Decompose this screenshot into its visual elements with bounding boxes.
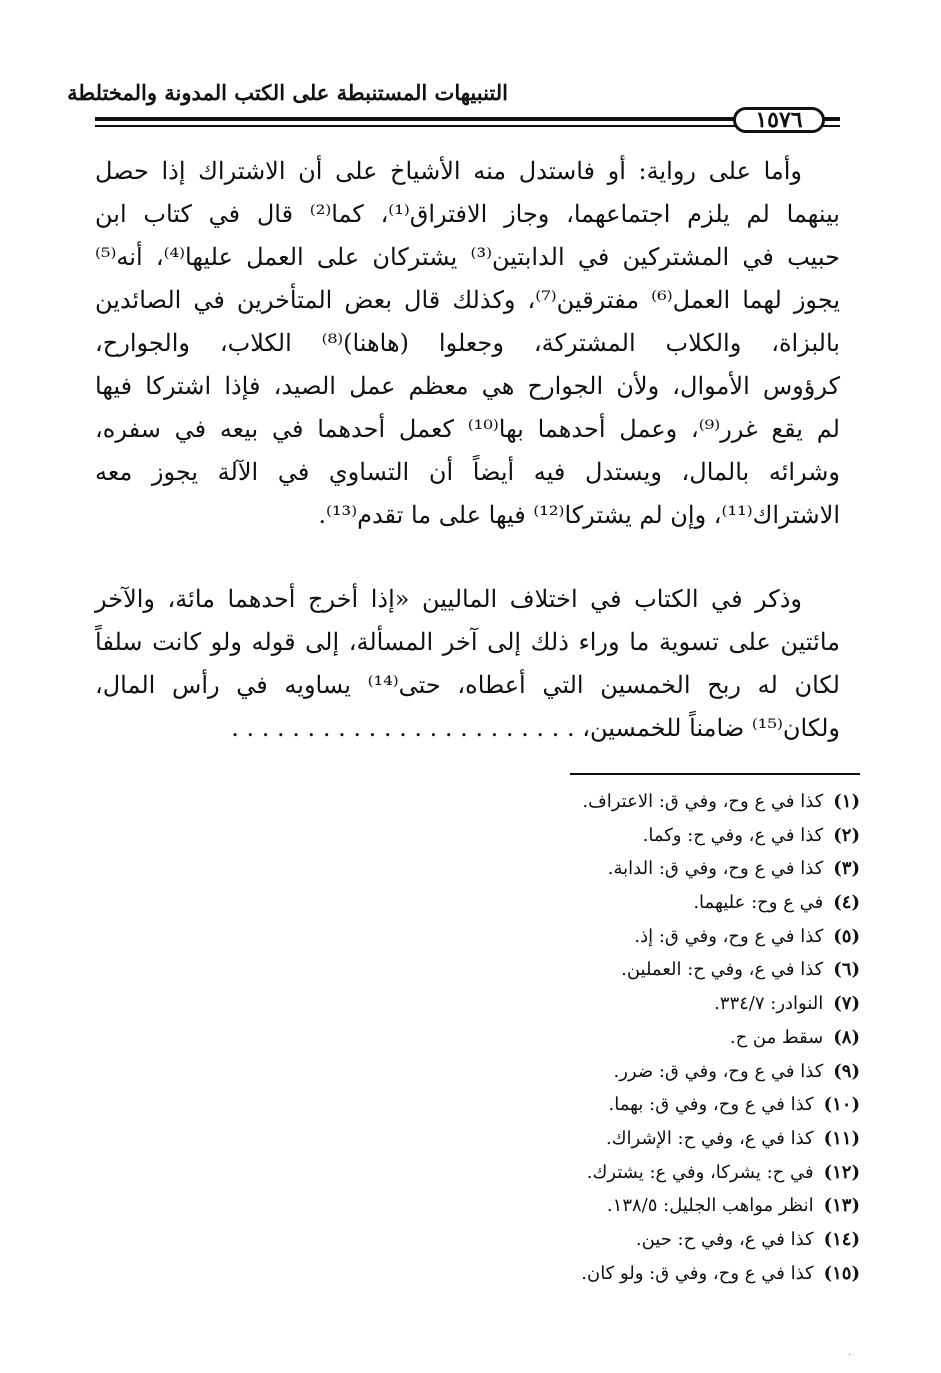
footnote-number: (٦) [833, 959, 860, 981]
footnotes-list [400, 785, 860, 1290]
footnote-text: كذا في ع وح، وفي ق: الدابة. [607, 858, 824, 880]
footnote-item [400, 1156, 860, 1190]
footnote-item [400, 886, 860, 920]
footnote-item [400, 1055, 860, 1089]
footnote-number: (٤) [833, 892, 860, 914]
running-header-title: التنبيهات المستنبطة على الكتب المدونة والمختلطة [67, 80, 508, 105]
footnote-text: كذا في ع وح، وفي ق: إذ. [634, 925, 824, 947]
footnote-number: (٥) [833, 925, 860, 947]
footnote-number: (١١) [823, 1127, 860, 1149]
header-rule-thick [95, 117, 840, 121]
footnote-number: (١٥) [823, 1262, 860, 1284]
footnote-text: كذا في ع، وفي ح: حين. [635, 1228, 814, 1250]
footnote-number: (١٣) [823, 1195, 860, 1217]
text-line: ولكان⁽¹⁵⁾ ضامناً للخمسين، . . . . . . . . . . . . . . . . . . . . . . . [231, 714, 840, 742]
footnote-item [400, 920, 860, 954]
body-paragraph-1 [95, 150, 840, 537]
scan-speck: · [848, 1350, 852, 1361]
footnote-item [400, 1257, 860, 1291]
text-line: مائتين على تسوية ما وراء ذلك إلى آخر المسألة، إلى قوله ولو كانت سلفاً [95, 628, 840, 656]
text-line: لم يقع غرر⁽⁹⁾، وعمل أحدهما بها⁽¹⁰⁾ كعمل أحدهما في بيعه في سفره، [95, 415, 840, 443]
header-rule-thin [95, 125, 840, 127]
text-line: كرؤوس الأموال، ولأن الجوارح هي معظم عمل الصيد، فإذا اشتركا فيها [95, 372, 840, 400]
footnote-number: (٧) [833, 993, 860, 1015]
footnote-text: كذا في ع، وفي ح: وكما. [642, 824, 824, 846]
footnote-number: (١٠) [823, 1094, 860, 1116]
footnote-text: النوادر: ٣٣٤/٧. [714, 993, 824, 1015]
footnote-text: في ع وح: عليهما. [693, 892, 824, 914]
footnote-item [400, 819, 860, 853]
footnote-item [400, 1223, 860, 1257]
footnote-item [400, 1189, 860, 1223]
footnote-number: (١٤) [823, 1228, 860, 1250]
footnote-item [400, 1122, 860, 1156]
text-line: بالبزاة، والكلاب المشتركة، وجعلوا (هاهنا)⁽⁸⁾ الكلاب، والجوارح، [95, 329, 840, 357]
footnote-text: كذا في ع، وفي ح: الإشراك. [605, 1127, 814, 1149]
footnote-number: (١٢) [823, 1161, 860, 1183]
footnote-text: انظر مواهب الجليل: ١٣٨/٥. [606, 1195, 814, 1217]
footnote-item [400, 987, 860, 1021]
footnote-text: سقط من ح. [729, 1026, 824, 1048]
footnote-number: (١) [833, 791, 860, 812]
footnote-item [400, 1021, 860, 1055]
footnote-number: (٢) [833, 824, 860, 846]
footnote-text: كذا في ع وح، وفي ق: بهما. [608, 1094, 814, 1116]
footnote-number: (٩) [833, 1060, 860, 1082]
footnote-separator [570, 773, 860, 775]
text-line: لكان له ربح الخمسين التي أعطاه، حتى⁽¹⁴⁾ يساويه في رأس المال، [95, 671, 840, 699]
footnote-text: في ح: يشركا، وفي ع: يشترك. [586, 1161, 814, 1183]
footnote-item [400, 953, 860, 987]
footnote-number: (٣) [833, 858, 860, 880]
text-line: حبيب في المشتركين في الدابتين⁽³⁾ يشتركان على العمل عليها⁽⁴⁾، أنه⁽⁵⁾ [95, 243, 840, 271]
text-line: وشرائه بالمال، ويستدل فيه أيضاً أن التساوي في الآلة يجوز معه [95, 458, 840, 486]
footnote-text: كذا في ع وح، وفي ق: الاعتراف. [582, 791, 824, 812]
footnote-text: كذا في ع وح، وفي ق: ولو كان. [581, 1262, 814, 1284]
footnote-item [400, 852, 860, 886]
footnote-number: (٨) [833, 1026, 860, 1048]
page-number-badge: ١٥٧٦ [733, 107, 825, 133]
footnote-item [400, 1088, 860, 1122]
text-line: يجوز لهما العمل⁽⁶⁾ مفترقين⁽⁷⁾، وكذلك قال بعض المتأخرين في الصائدين [95, 286, 841, 314]
footnote-text: كذا في ع، وفي ح: العملين. [621, 959, 824, 981]
footnote-text: كذا في ع وح، وفي ق: ضرر. [613, 1060, 824, 1082]
body-paragraph-2 [95, 578, 840, 750]
text-line: وأما على رواية: أو فاستدل منه الأشياخ على أن الاشتراك إذا حصل [95, 157, 802, 185]
text-line: بينهما لم يلزم اجتماعهما، وجاز الافتراق⁽¹⁾، كما⁽²⁾ قال في كتاب ابن [95, 200, 840, 228]
footnote-item [400, 785, 860, 819]
text-line: وذكر في الكتاب في اختلاف الماليين «إذا أخرج أحدهما مائة، والآخر [95, 585, 803, 613]
text-line: الاشتراك⁽¹¹⁾، وإن لم يشتركا⁽¹²⁾ فيها على ما تقدم⁽¹³⁾. [318, 501, 840, 529]
